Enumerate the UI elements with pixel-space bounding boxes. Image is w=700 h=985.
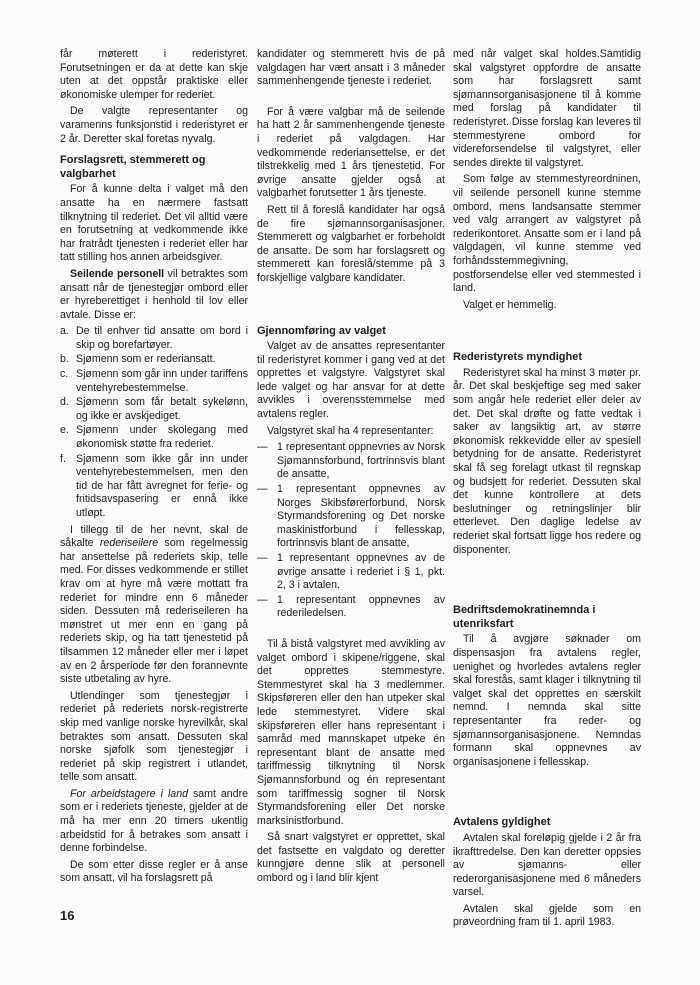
lettered-list [60, 325, 248, 520]
spacer [453, 315, 641, 343]
list-item-text: Sjømenn som går inn under tariffens ventehyrebestemmelse. [76, 368, 248, 394]
list-item-text: 1 representant oppnevnes av Norsk Sjømannsforbund, fortrinnsvis blant de ansatte, [277, 441, 445, 481]
list-item-text: 1 representant oppnevnes av Norges Skibsførerforbund, Norsk Styrmandsforening og Det norske maskinistforbund i fellesskap, fortrinnsvis blant de ansatte, [277, 483, 445, 550]
paragraph: Avtalen skal foreløpig gjelde i 2 år fra ikrafttredelse. Den kan deretter oppsies av sjømanns- eller rederorganisasjonene med 6 måneders varsel. [453, 831, 641, 899]
section-heading: Avtalens gyldighet [453, 816, 551, 829]
paragraph: De valgte representanter og varamenns funksjonstid i rederistyret er 2 år. Deretter skal foretas nyvalg. [60, 105, 248, 145]
paragraph: Valget av de ansattes representanter til rederistyret kommer i gang ved at det opprettes et valgstyre. Valgstyret skal lede valget og har ansvar for at dette avvikles i overensstemmelse med avtalens regler. [257, 340, 445, 421]
list-marker: — [257, 593, 268, 606]
section-heading: Forslagsrett, stemmerett og valgbarhet [60, 154, 206, 180]
list-item-text: Sjømenn som ikke går inn under ventehyrebestemmelsen, men den tid de har fått avregnet for ferie- og fritidsavspasering er ennå ikke utløpt. [76, 452, 248, 519]
spacer [453, 560, 641, 596]
page-number: 16 [60, 908, 75, 923]
list-item [60, 396, 248, 423]
list-item [60, 424, 248, 451]
paragraph: For å være valgbar må de seilende ha hatt 2 år sammenhengende tjeneste i rederiet på valgdagen. Har vedkommende rederiansettelse, er det tilstrekkelig med 1 års tjenestetid. For øvrige ansatte gjelder også at valgbarhet forutsetter 1 års tjeneste. [257, 105, 445, 200]
list-marker: — [257, 441, 268, 454]
paragraph-text: I tillegg til de her nevnt, skal de såkalte [60, 523, 248, 550]
paragraph [60, 524, 248, 687]
list-item-text: De til enhver tid ansatte om bord i skip og borefartøyer. [76, 325, 248, 351]
list-marker: — [257, 552, 268, 564]
list-item [257, 441, 445, 482]
list-item-text: 1 representant oppnevnes av rederiledelsen. [277, 593, 445, 620]
paragraph: For å kunne delta i valget må den ansatte ha en nærmere fastsatt tilknytning til rederiet. Det vil alltid være en forutsetning at vedkommende ikke har fratrådt tjenesten i rederiet eller har tatt stilling hos annen arbeidsgiver. [60, 183, 248, 264]
spacer [257, 289, 445, 317]
list-marker: e. [60, 424, 69, 437]
paragraph: får møterett i rederistyret. Forutsetningen er da at dette kan skje uten at det oppstår praktiske eller økonomiske ulemper for rederiet. [60, 48, 248, 101]
paragraph: De som etter disse regler er å anse som ansatt, vil ha forslagsrett på [60, 858, 248, 885]
list-marker: a. [60, 325, 69, 338]
italic-term: rederiseilere [99, 537, 159, 550]
section-heading: Bedriftsdemokratinemnda i utenriksfart [453, 604, 596, 630]
list-item-text: 1 representant oppnevnes av de øvrige ansatte i rederiet i § 1, pkt. 2, 3 i avtalen. [277, 552, 445, 592]
italic-term: For arbeidstagere i land [70, 787, 188, 800]
list-marker: c. [60, 368, 69, 381]
paragraph: Avtalen skal gjelde som en prøveordning fram til 1. april 1983. [453, 902, 641, 929]
paragraph: Som følge av stemmestyreordninen, vil seilende personell kunne stemme ombord, mens landsansatte stemmer ved valg arrangert av valgstyret på rederikontoret. Ansatte som er i land på valgdagen, vil kunne stemme ved forhåndsstemmegivning, postforsendelse eller ved stemmested i land. [453, 173, 641, 295]
paragraph [60, 788, 248, 856]
list-item [257, 594, 445, 621]
list-marker: f. [60, 452, 66, 465]
paragraph: Valget er hemmelig. [463, 298, 557, 311]
list-item-text: Sjømenn som får betalt sykelønn, og ikke er avskjediget. [76, 396, 248, 422]
spacer [453, 772, 641, 808]
paragraph: Rett til å foreslå kandidater har også de fire sjømannsorganisasjoner. Stemmerett og valgbarhet er forbeholdt de ansatte. De som har forslagsrett og stemmerett kan foreslå/stemme på 3 forskjellige valgbare kandidater. [257, 203, 445, 284]
list-item-text: Sjømenn som er rederiansatt. [76, 353, 216, 366]
list-marker: d. [60, 396, 69, 409]
paragraph: Til å avgjøre søknader om dispensasjon fra avtalens regler, uenighet og hvorledes avtalens regler skal forestås, samt klager i tilknytning til valget skal det opprettes en særskilt nemnd. I nemnda skal sitte representanter fra reder- og sjømannsorganisasjonene. Nemndas formann skal oppnevnes av organisasjonene i fellesskap. [453, 633, 641, 768]
paragraph: Til å bistå valgstyret med avvikling av valget ombord i skipene/riggene, skal det opprettes stemmestyre. Stemmestyret skal ha 3 medlemmer. Skipsføreren eller den han utpeker skal lede stemmestyret. Videre skal skipsføreren eller hans representant i samråd med mannskapet utpeke én representant blant de ansatte med tariffmessig tilknytning til Norsk Sjømannsforbund og én representant som tariffmessig sogner til Norsk Styrmandsforening eller Det norske marksinistforbund. [257, 637, 445, 827]
text-column-3 [453, 48, 641, 933]
paragraph: Så snart valgstyret er opprettet, skal det fastsette en valgdato og deretter kunngjøre denne slik at personell ombord og i land blir kjent [257, 831, 445, 885]
list-item [60, 353, 248, 367]
text-column-1 [60, 48, 248, 889]
dash-list [257, 441, 445, 621]
spacer [257, 624, 445, 638]
bold-term: Seilende personell [70, 267, 165, 280]
paragraph: kandidater og stemmerett hvis de på valgdagen har vært ansatt i 3 måneder sammenhengende tjeneste i rederiet. [257, 48, 445, 88]
text-column-2 [257, 48, 445, 889]
paragraph [60, 268, 248, 322]
list-item [257, 483, 445, 551]
section-heading: Gjennomføring av valget [257, 324, 386, 337]
list-item [257, 552, 445, 593]
paragraph-text: vil betraktes som ansatt når de tjenestegjør ombord eller er hyreberettiget i henhold til lov eller avtale. Disse er: [60, 267, 248, 321]
list-item [60, 368, 248, 395]
paragraph-text: samt andre som er i rederiets tjeneste, gjelder at de må ha mer enn 20 timers ukentlig arbeidstid for å betrakes som ansatt i denne forbindelse. [60, 787, 248, 855]
list-item [60, 453, 248, 521]
paragraph: Valgstyret skal ha 4 representanter: [267, 424, 434, 437]
list-marker: — [257, 483, 268, 496]
list-item [60, 325, 248, 352]
list-item-text: Sjømenn under skolegang med økonomisk støtte fra rederiet. [76, 424, 248, 451]
list-marker: b. [60, 353, 69, 366]
paragraph-text: som regelmessig har ansettelse på rederiets skip, telle med. For disses vedkommende er stillet krav om at hyre må være mottatt fra rederiet for mindre enn 6 måneder siden. Dessuten må rederiseileren ha mønstret ut mer enn en gang på rederiets skip, og ha tatt tjenestetid på tilsammen 12 måneder eller mer i løpet av en 2 årsperiode før den forannevnte siste utbetaling av hyre. [60, 537, 248, 686]
section-heading: Rederistyrets myndighet [453, 351, 582, 364]
paragraph: med når valget skal holdes.Samtidig skal valgstyret oppfordre de ansatte som har forslagsrett samt sjømannsorganisasjonene til å komme med forslag på kandidater til rederistyret. Disse forslag kan leveres til stemmestyrene ombord for videreforsendelse til valgstyret, eller sendes direkte til valgstyret. [453, 48, 641, 169]
spacer [257, 92, 445, 106]
paragraph: Rederistyret skal ha minst 3 møter pr. år. Det skal beskjeftige seg med saker som angår hele rederiet eller deler av det. Det skal drøfte og fatte vedtak i saker av langsiktig art, av større økonomisk rekkevidde eller av spesiell betydning for de ansatte. Rederistyret skal få seg forelagt utkast til regnskap og budsjett for rederiet. Dessuten skal det kunne kontrollere at dets beslutninger og retningslinjer blir etterlevet. Den daglige ledelse av rederiet skal fortsatt ligge hos redere og disponenter. [453, 366, 641, 556]
paragraph: Utlendinger som tjenestegjør i rederiet på rederiets norsk-registrerte skip med vanlige norske hyrevilkår, skal betraktes som ansatt. Dessuten skal norske sjøfolk som tjenestegjør i rederiet på skip registrert i utlandet, telle som ansatt. [60, 689, 248, 784]
